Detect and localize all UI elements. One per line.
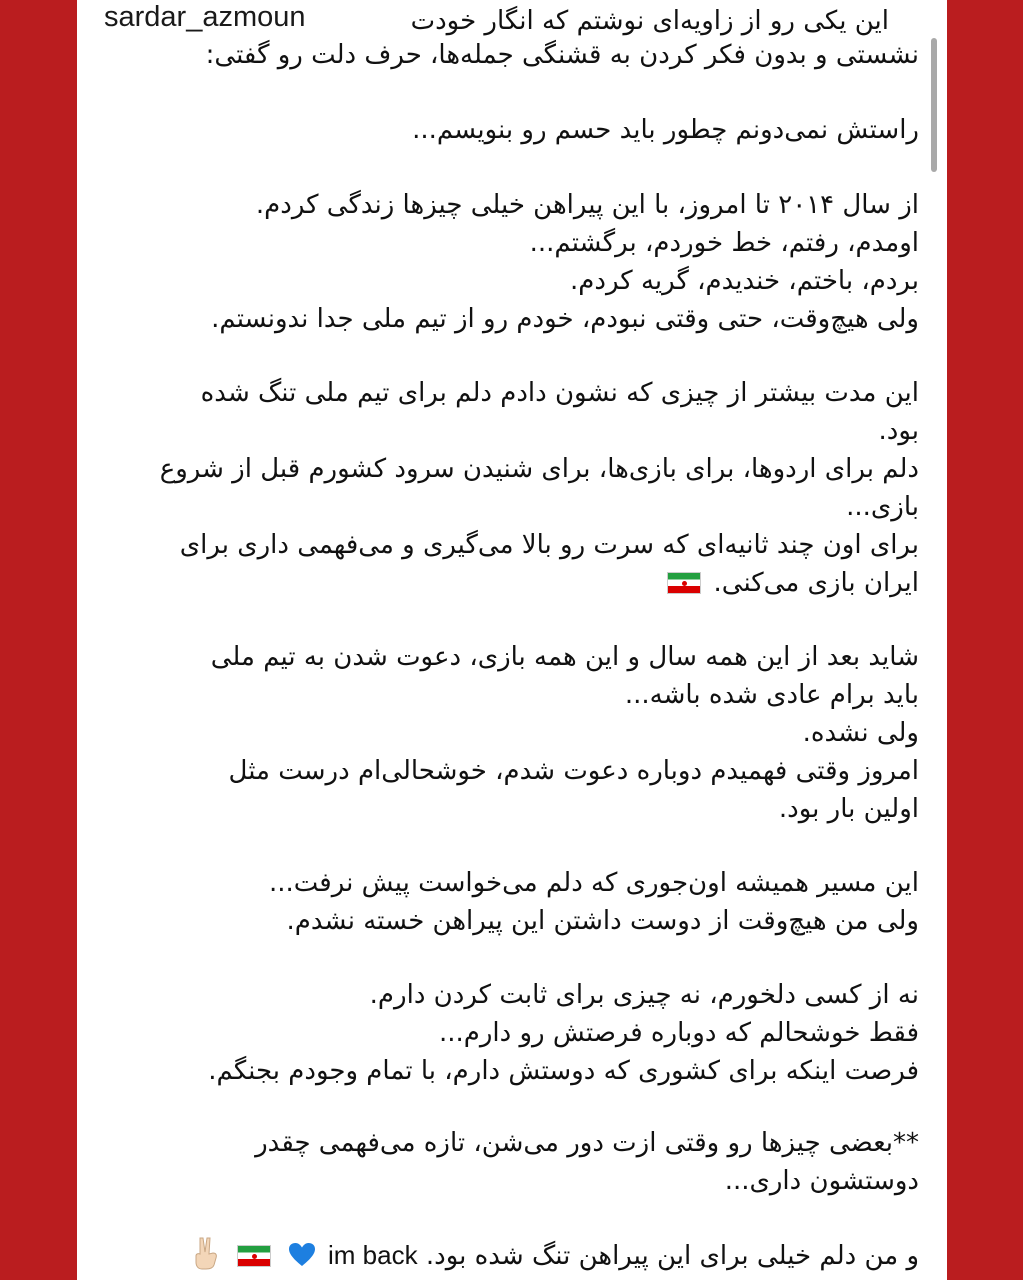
caption-line: و من دلم خیلی برای این پیراهن تنگ شده بود. <box>425 1241 919 1271</box>
scrollbar-thumb[interactable] <box>931 38 937 172</box>
caption-line: نشستی و بدون فکر کردن به قشنگی جمله‌ها، حرف دلت رو گفتی: <box>205 40 919 70</box>
caption-line: راستش نمی‌دونم چطور باید حسم رو بنویسم... <box>412 115 919 145</box>
caption-line: امروز وقتی فهمیدم دوباره دعوت شدم، خوشحالی‌ام درست مثل <box>228 756 919 786</box>
caption-line: بردم، باختم، خندیدم، گریه کردم. <box>570 266 919 296</box>
caption-line: نه از کسی دلخورم، نه چیزی برای ثابت کردن دارم. <box>369 980 919 1010</box>
caption-line: بازی... <box>846 492 919 522</box>
caption-line: ولی نشده. <box>802 718 919 748</box>
caption-line: این مسیر همیشه اون‌جوری که دلم می‌خواست پیش نرفت... <box>268 868 919 898</box>
post-panel <box>77 0 947 1280</box>
iran-flag-icon <box>667 572 701 594</box>
blue-heart-icon <box>288 1242 316 1268</box>
caption-line: دوستشون داری... <box>724 1166 919 1196</box>
caption-line: شاید بعد از این همه سال و این همه بازی، دعوت شدن به تیم ملی <box>210 642 919 672</box>
caption-line: فرصت اینکه برای کشوری که دوستش دارم، با تمام وجودم بجنگم. <box>208 1056 919 1086</box>
iran-flag-icon <box>237 1245 271 1267</box>
caption-line: ولی من هیچ‌وقت از دوست داشتن این پیراهن خسته نشدم. <box>286 906 919 936</box>
victory-hand-icon <box>191 1236 221 1270</box>
caption-line-final <box>187 1236 919 1275</box>
caption-line: اولین بار بود. <box>778 794 919 824</box>
caption-line-with-flag <box>663 564 919 602</box>
caption-line: برای اون چند ثانیه‌ای که سرت رو بالا می‌گیری و می‌فهمی داری برای <box>179 530 919 560</box>
caption-line: این مدت بیشتر از چیزی که نشون دادم دلم برای تیم ملی تنگ شده <box>200 378 919 408</box>
caption-line: دلم برای اردوها، برای بازی‌ها، برای شنیدن سرود کشورم قبل از شروع <box>159 454 919 484</box>
im-back-text: im back <box>328 1240 418 1270</box>
username[interactable]: sardar_azmoun <box>104 1 306 33</box>
scrollbar[interactable] <box>929 0 939 1280</box>
caption-line: اومدم، رفتم، خط خوردم، برگشتم... <box>529 228 919 258</box>
caption-line: فقط خوشحالم که دوباره فرصتش رو دارم... <box>438 1018 919 1048</box>
caption-line: باید برام عادی شده باشه... <box>624 680 919 710</box>
caption-line: این یکی رو از زاویه‌ای نوشتم که انگار خودت <box>410 6 889 36</box>
caption-line: بود. <box>878 416 919 446</box>
caption-line: **بعضی چیزها رو وقتی ازت دور می‌شن، تازه می‌فهمی چقدر <box>255 1128 919 1158</box>
caption-line: ایران بازی می‌کنی. <box>713 568 919 598</box>
caption-line: از سال ۲۰۱۴ تا امروز، با این پیراهن خیلی چیزها زندگی کردم. <box>255 190 919 220</box>
caption-line: ولی هیچ‌وقت، حتی وقتی نبودم، خودم رو از تیم ملی جدا ندونستم. <box>211 304 919 334</box>
